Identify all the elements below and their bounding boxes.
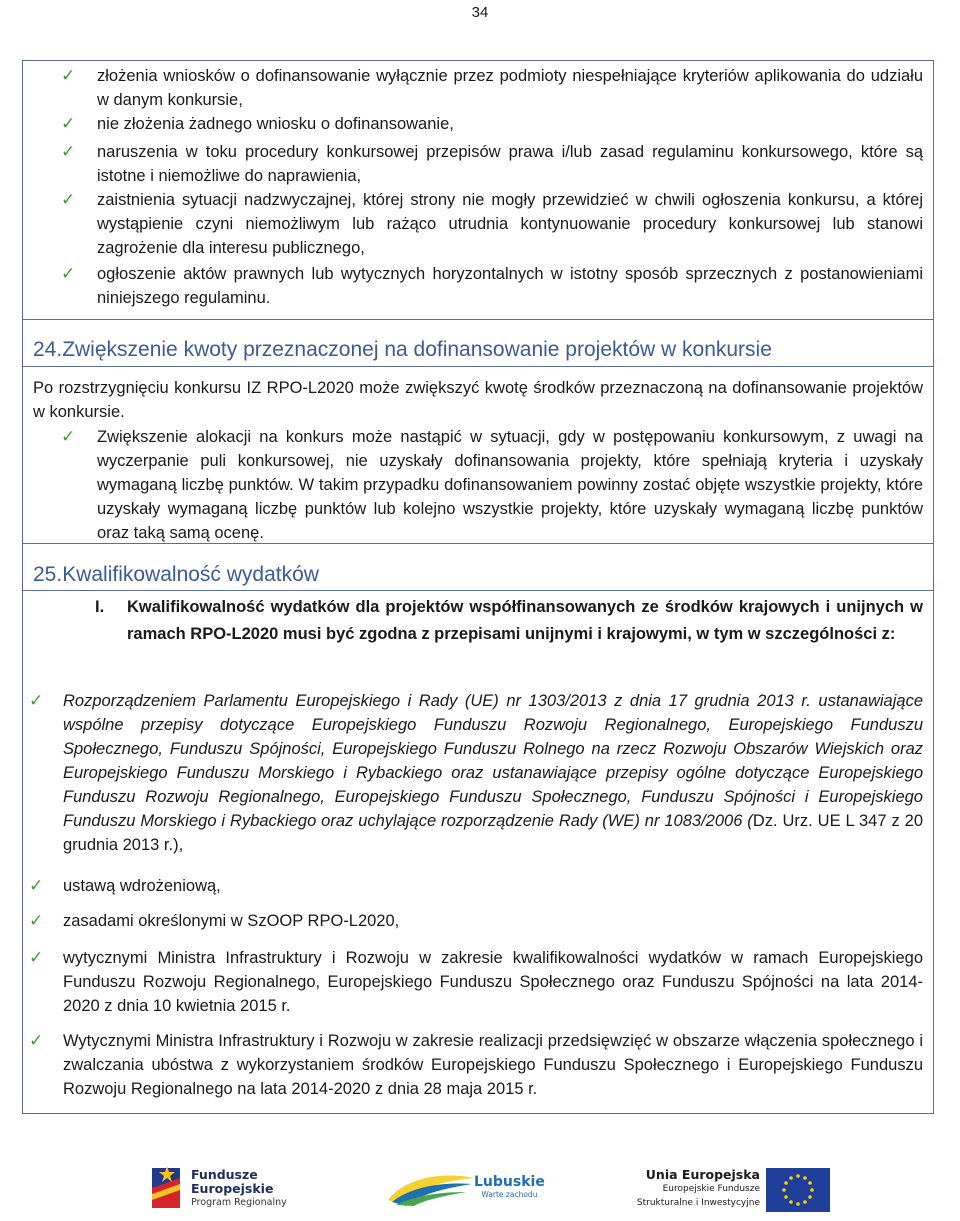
section-24-heading: 24.Zwiększenie kwoty przeznaczonej na dofinansowanie projektów w konkursie bbox=[33, 338, 772, 361]
section-24-bullet: Zwiększenie alokacji na konkurs może nastąpić w sytuacji, gdy w postępowaniu konkursowym, z uwagi na wyczerpanie puli konkursowej, nie uzyskały dofinansowania projekty, które spełniają kryteria i uzyskały wymaganą liczbę punktów. W takim przypadku dofinansowaniem powinny zostać objęte wszystkie projekty, które uzyskały wymaganą liczbę punktów lub kolejno wszystkie projekty, które uzyskały wymaganą liczbę punktów oraz taką samą ocenę. bbox=[97, 428, 923, 542]
page-number: 34 bbox=[471, 4, 489, 21]
lubuskie-name: Lubuskie bbox=[474, 1174, 545, 1190]
section-24-paragraph: Po rozstrzygnięciu konkursu IZ RPO-L2020 może zwiększyć kwotę środków przeznaczoną na dofinansowanie projektów w konkursie. bbox=[33, 379, 923, 421]
fundusze-europejskie-logo-icon bbox=[150, 1164, 184, 1212]
list-item: złożenia wniosków o dofinansowanie wyłącznie przez podmioty niespełniające kryteriów aplikowania do udziału w danym konkursie, bbox=[97, 67, 923, 109]
checkmark-icon: ✓ bbox=[61, 427, 76, 447]
checkmark-icon: ✓ bbox=[29, 911, 44, 931]
checkmark-icon: ✓ bbox=[61, 66, 76, 86]
section-divider bbox=[23, 543, 933, 544]
ue-line3: Strukturalne i Inwestycyjne bbox=[636, 1198, 760, 1208]
regulation-italic: Rozporządzeniem Parlamentu Europejskiego i Rady (UE) nr 1303/2013 z dnia 17 grudnia 2013 r. ustanawiające wspólne przepisy dotyczące Europejskiego Funduszu Rozwoju Regionalnego, Europejskiego Funduszu Społecznego, Funduszu Spójności, Europejskiego Funduszu Rolnego na rzecz Rozwoju Obszarów Wiejskich oraz Europejskiego Funduszu Morskiego i Rybackiego oraz ustanawiające przepisy ogólne dotyczące Europejskiego Funduszu Rozwoju Regionalnego, Europejskiego Funduszu Społecznego, Funduszu Spójności i Europejskiego Funduszu Morskiego i Rybackiego oraz uchylające rozporządzenie Rady (WE) nr 1083/2006 ( bbox=[63, 692, 923, 830]
section-divider bbox=[23, 590, 933, 591]
list-item: ustawą wdrożeniową, bbox=[63, 877, 221, 895]
checkmark-icon: ✓ bbox=[29, 876, 44, 896]
fe-line1: Fundusze bbox=[191, 1167, 258, 1182]
regulation-tail: Dz. Urz. UE L 347 z 20 grudnia 2013 r.), bbox=[63, 812, 923, 854]
list-item: Wytycznymi Ministra Infrastruktury i Rozwoju w zakresie realizacji przedsięwzięć w obszarze włączenia społecznego i zwalczania ubóstwa z wykorzystaniem środków Europejskiego Funduszu Społecznego i Europejskiego Funduszu Rozwoju Regionalnego na lata 2014-2020 z dnia 28 maja 2015 r. bbox=[63, 1032, 923, 1098]
list-item: zasadami określonymi w SzOOP RPO-L2020, bbox=[63, 912, 400, 930]
checkmark-icon: ✓ bbox=[61, 114, 76, 134]
lubuskie-logo-icon bbox=[386, 1170, 476, 1206]
regulation-item bbox=[63, 689, 923, 857]
section-25-heading: 25.Kwalifikowalność wydatków bbox=[33, 563, 319, 586]
checkmark-icon: ✓ bbox=[61, 190, 76, 210]
section-divider bbox=[23, 366, 933, 367]
section-divider bbox=[23, 319, 933, 320]
ue-line1: Unia Europejska bbox=[645, 1167, 760, 1182]
list-item: zaistnienia sytuacji nadzwyczajnej, której strony nie mogły przewidzieć w chwili ogłoszenia konkursu, a której wystąpienie czyni niemożliwym lub rażąco utrudnia kontynuowanie procedury konkursowej lub stanowi zagrożenie dla interesu publicznego, bbox=[97, 191, 923, 257]
checkmark-icon: ✓ bbox=[29, 691, 44, 711]
fe-line3: Program Regionalny bbox=[191, 1197, 287, 1208]
list-item: nie złożenia żadnego wniosku o dofinansowanie, bbox=[97, 115, 454, 133]
footer-logos bbox=[0, 1160, 960, 1220]
list-item: ogłoszenie aktów prawnych lub wytycznych horyzontalnych w istotny sposób sprzecznych z postanowieniami niniejszego regulaminu. bbox=[97, 265, 923, 307]
document-frame bbox=[22, 60, 934, 1114]
checkmark-icon: ✓ bbox=[29, 1031, 44, 1051]
list-item: wytycznymi Ministra Infrastruktury i Rozwoju w zakresie kwalifikowalności wydatków w ramach Europejskiego Funduszu Rozwoju Regionalnego, Europejskiego Funduszu Społecznego oraz Funduszu Spójności na lata 2014-2020 z dnia 10 kwietnia 2015 r. bbox=[63, 949, 923, 1015]
eu-flag-icon bbox=[766, 1168, 830, 1212]
point-number: I. bbox=[95, 598, 105, 616]
point-text: Kwalifikowalność wydatków dla projektów współfinansowanych ze środków krajowych i unijnych w ramach RPO-L2020 musi być zgodna z przepisami unijnymi i krajowymi, w tym w szczególności z: bbox=[127, 598, 923, 643]
fe-line2: Europejskie bbox=[191, 1181, 274, 1196]
ue-line2: Europejskie Fundusze bbox=[662, 1184, 760, 1194]
checkmark-icon: ✓ bbox=[29, 948, 44, 968]
checkmark-icon: ✓ bbox=[61, 142, 76, 162]
list-item: naruszenia w toku procedury konkursowej przepisów prawa i/lub zasad regulaminu konkursowego, które są istotne i niemożliwe do naprawienia, bbox=[97, 143, 923, 185]
lubuskie-tag: Warte zachodu bbox=[481, 1190, 538, 1199]
checkmark-icon: ✓ bbox=[61, 264, 76, 284]
